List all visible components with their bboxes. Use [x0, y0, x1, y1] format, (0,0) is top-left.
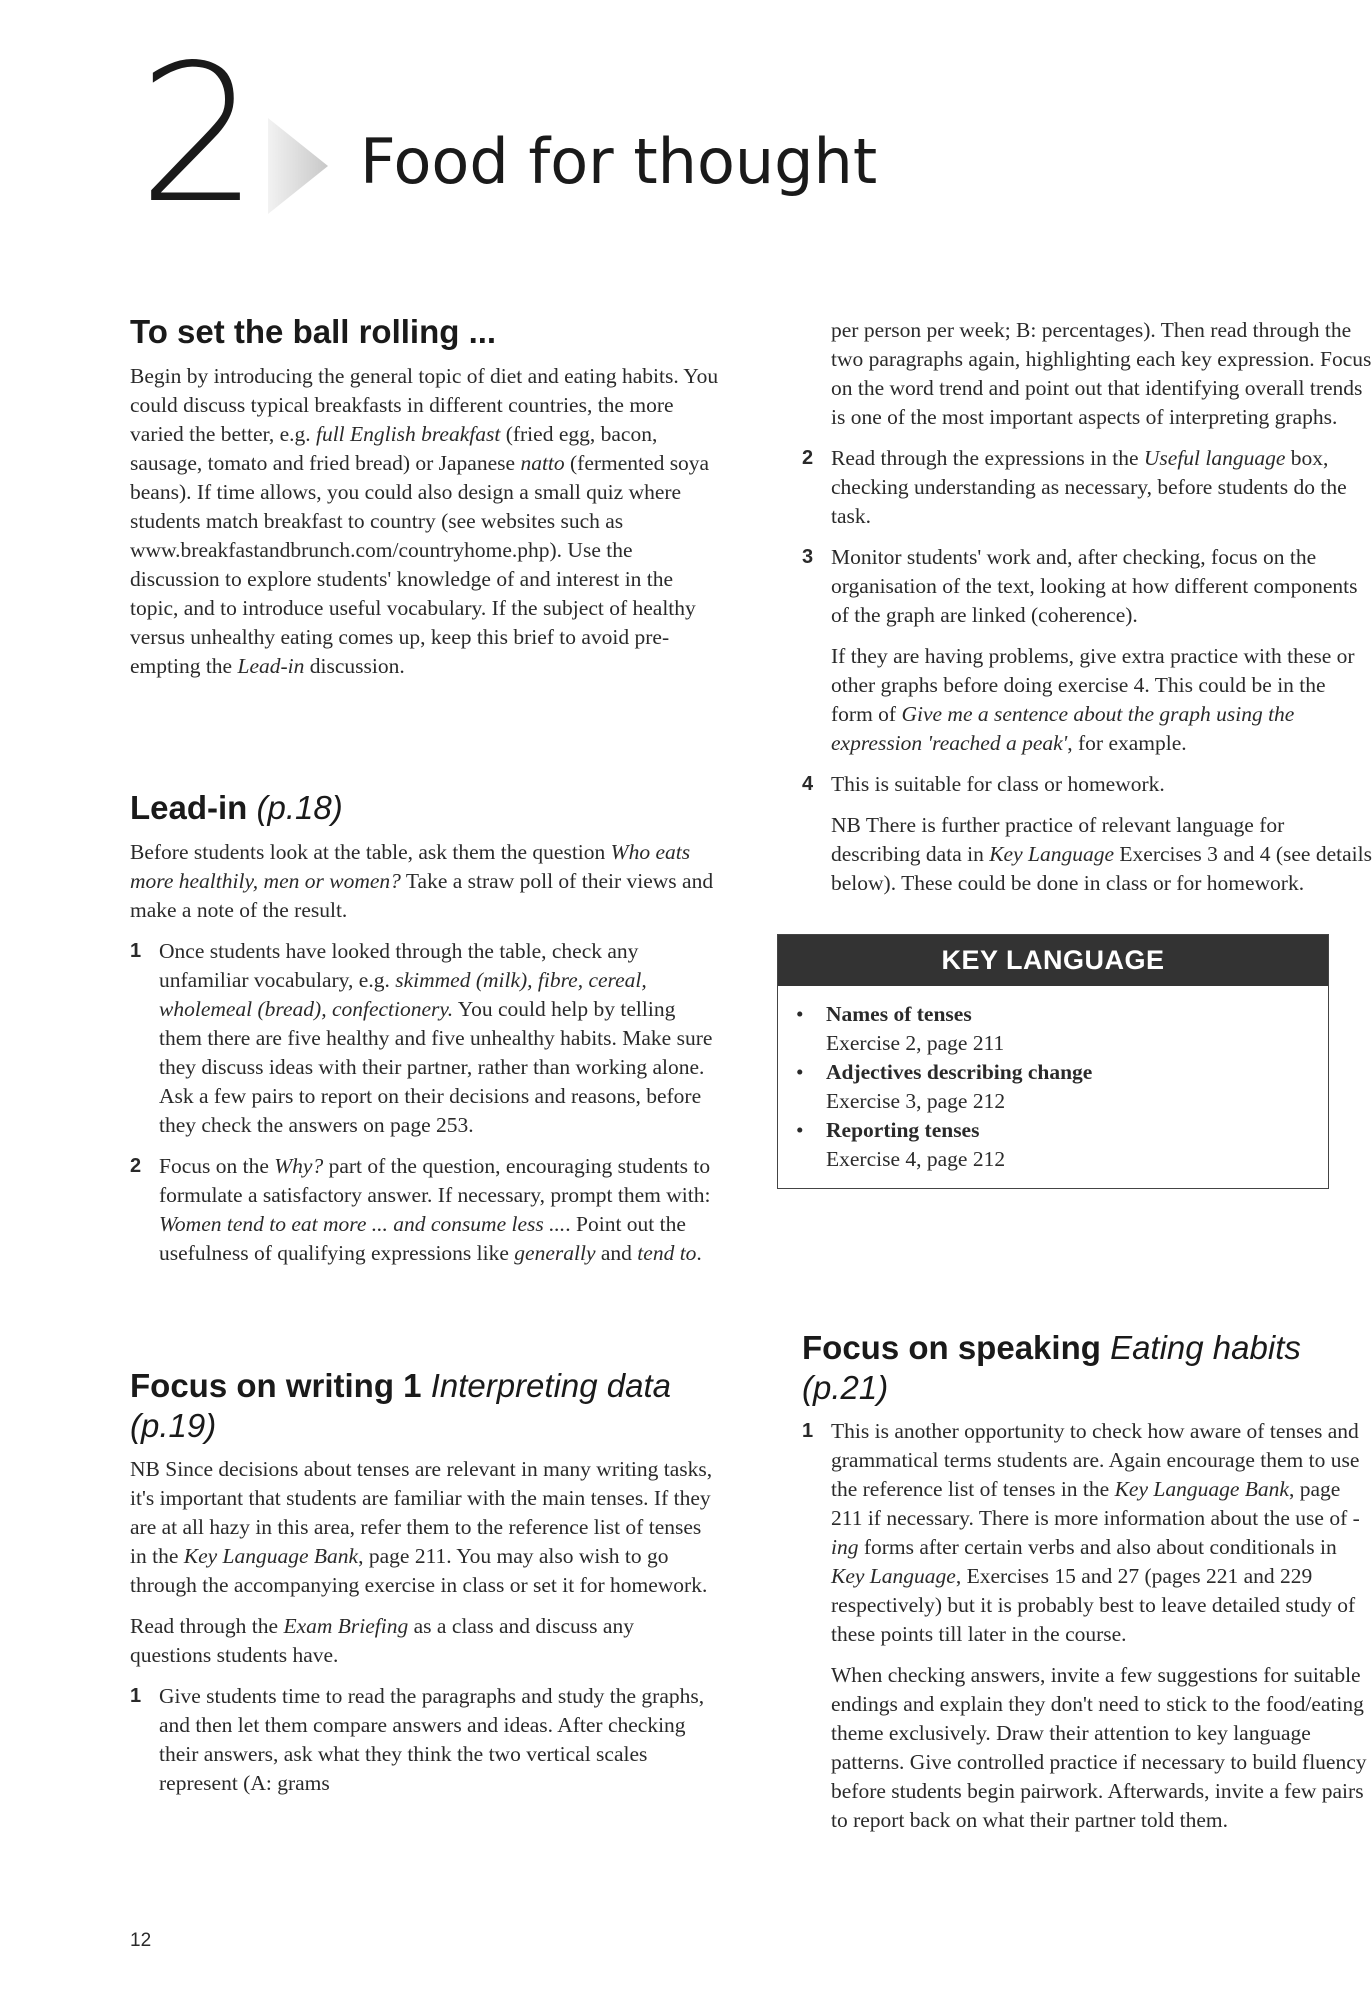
section-ball-rolling: [130, 312, 720, 693]
section-focus-speaking: [802, 1328, 1372, 1847]
bullet-icon: •: [796, 1118, 804, 1142]
page-number: 12: [130, 1930, 152, 1951]
unit-title: Food for thought: [360, 125, 878, 198]
key-language-list: [778, 986, 1328, 1188]
list-item: • Names of tenses Exercise 2, page 211: [796, 1002, 1005, 1055]
paragraph: per person per week; B: percentages). Then read through the two paragraphs again, highlighting each key expression. Focus on the word trend and point out that identifying overall trends is one of the most important aspects of interpreting graphs.: [831, 318, 1372, 429]
bullet-icon: •: [796, 1002, 804, 1026]
section-heading: Focus on speaking Eating habits (p.21): [802, 1329, 1301, 1406]
bullet-icon: •: [796, 1060, 804, 1084]
list-item: • Reporting tenses Exercise 4, page 212: [796, 1118, 1006, 1171]
unit-number: 2: [138, 24, 251, 245]
numbered-item: 1 Give students time to read the paragraphs and study the graphs, and then let them compare answers and ideas. After checking their answers, ask what they think the two vertical scales represent (A: grams: [130, 1684, 705, 1796]
key-language-heading: KEY LANGUAGE: [778, 935, 1328, 986]
paragraph: Before students look at the table, ask them the question Who eats more healthily, men or women? Take a straw poll of their views and make a note of the result.: [130, 839, 714, 922]
arrow-icon: [268, 118, 328, 214]
paragraph: If they are having problems, give extra practice with these or other graphs before doing exercise 4. This could be in the form of Give me a sentence about the graph using the expression 'reached a peak', for example.: [831, 644, 1355, 755]
numbered-item: 4 This is suitable for class or homework.: [802, 772, 1165, 796]
right-column-content: [796, 316, 1372, 1189]
paragraph: Read through the Exam Briefing as a class and discuss any questions students have.: [130, 1614, 634, 1668]
paragraph: Begin by introducing the general topic of diet and eating habits. You could discuss typical breakfasts in different countries, the more varied the better, e.g. full English breakfast (fried egg, bacon, sausage, tomato and fried bread) or Japanese natto (fermented soya beans). If time allows, you could also design a small quiz where students match breakfast to country (see websites such as www.breakfastandbrunch.com/countryhome.php). Use the discussion to explore students' knowledge of and interest in the topic, and to introduce useful vocabulary. If the subject of healthy versus unhealthy eating comes up, keep this brief to avoid pre-empting the Lead-in discussion.: [130, 363, 719, 678]
list-item: • Adjectives describing change Exercise 3, page 212: [796, 1060, 1093, 1113]
section-heading: Focus on writing 1 Interpreting data (p.19): [130, 1367, 672, 1444]
numbered-item: 1 Once students have looked through the table, check any unfamiliar vocabulary, e.g. skimmed (milk), fibre, cereal, wholemeal (bread), confectionery. You could help by telling them there are five healthy and five unhealthy habits. Make sure they discuss ideas with their partner, rather than working alone. Ask a few pairs to report on their decisions and reasons, before they check the answers on page 253.: [130, 938, 713, 1137]
section-focus-writing: [130, 1366, 720, 1810]
section-lead-in: [130, 788, 720, 1280]
numbered-item: 1 This is another opportunity to check how aware of tenses and grammatical terms students are. Again encourage them to use the reference list of tenses in the Key Language Bank, page 211 if necessary. There is more information about the use of -ing forms after certain verbs and also about conditionals in Key Language, Exercises 15 and 27 (pages 221 and 229 respectively) but it is probably best to leave detailed study of these points till later in the course.: [802, 1419, 1360, 1647]
paragraph: NB Since decisions about tenses are relevant in many writing tasks, it's important that students are familiar with the main tenses. If they are at all hazy in this area, refer them to the reference list of tenses in the Key Language Bank, page 211. You may also wish to go through the accompanying exercise in class or set it for homework.: [130, 1457, 713, 1598]
numbered-item: 3 Monitor students' work and, after checking, focus on the organisation of the text, looking at how different components of the graph are linked (coherence).: [802, 545, 1358, 627]
numbered-item: 2 Focus on the Why? part of the question, encouraging students to formulate a satisfactory answer. If necessary, prompt them with: Women tend to eat more ... and consume less .... Point out the usefulness of qualifying expressions like generally and tend to.: [130, 1153, 711, 1265]
section-heading: Lead-in (p.18): [130, 789, 343, 826]
paragraph: NB There is further practice of relevant language for describing data in Key Language Exercises 3 and 4 (see details below). These could be done in class or for homework.: [831, 813, 1372, 895]
key-language-box: [777, 934, 1329, 1189]
section-heading: To set the ball rolling ...: [130, 313, 497, 350]
numbered-item: 2 Read through the expressions in the Useful language box, checking understanding as necessary, before students do the task.: [802, 446, 1347, 528]
paragraph: When checking answers, invite a few suggestions for suitable endings and explain they don't need to stick to the food/eating theme exclusively. Draw their attention to key language patterns. Give controlled practice if necessary to build fluency before students begin pairwork. Afterwards, invite a few pairs to report back on what their partner told them.: [831, 1663, 1367, 1833]
